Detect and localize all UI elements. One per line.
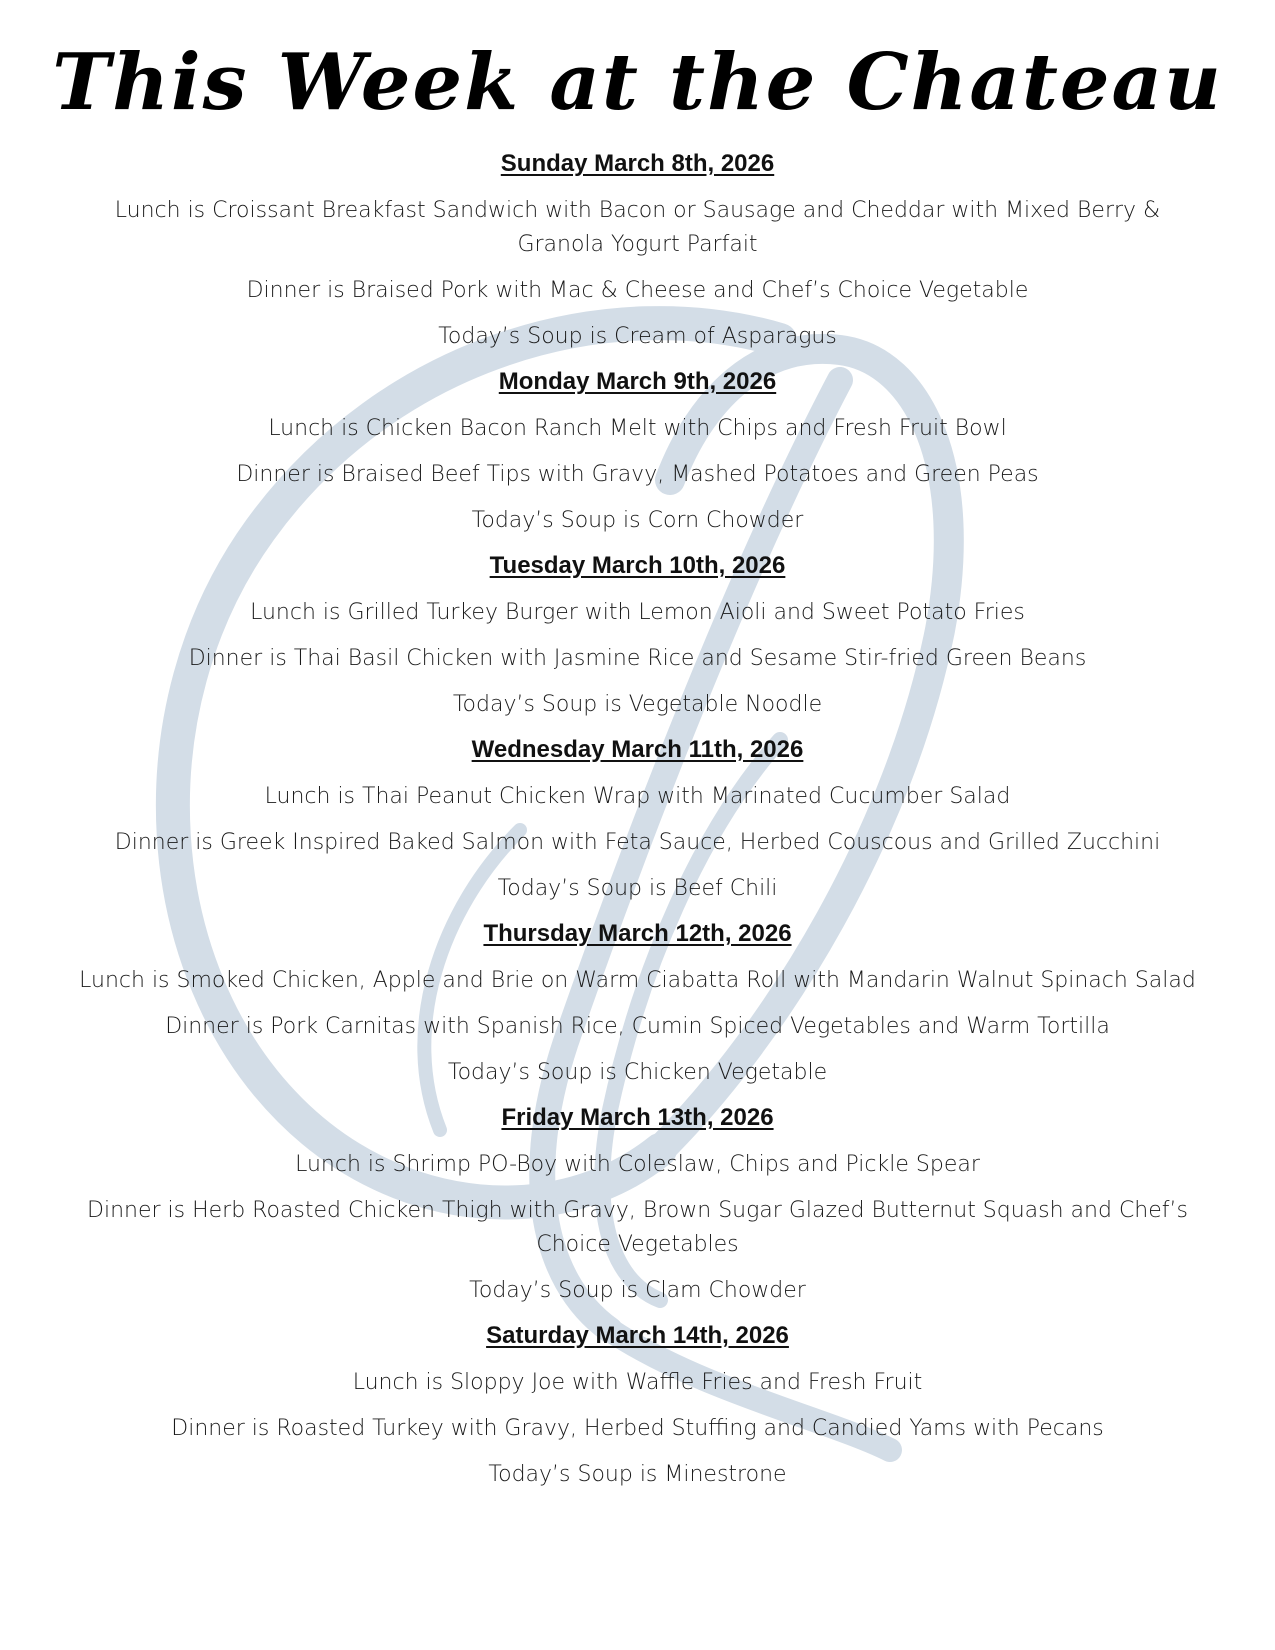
dinner-item: Dinner is Greek Inspired Baked Salmon with Feta Sauce, Herbed Couscous and Grilled Zucchini	[114, 830, 1161, 855]
dinner-item: Dinner is Thai Basil Chicken with Jasmine Rice and Sesame Stir-fried Green Beans	[188, 646, 1087, 671]
day-heading: Saturday March 14th, 2026	[486, 1322, 789, 1349]
dinner-item: Dinner is Herb Roasted Chicken Thigh with Gravy, Brown Sugar Glazed Butternut Squash and Chef’s Choice Vegetables	[87, 1198, 1188, 1257]
lunch-item: Lunch is Grilled Turkey Burger with Lemon Aioli and Sweet Potato Fries	[250, 600, 1025, 625]
lunch-item: Lunch is Shrimp PO-Boy with Coleslaw, Chips and Pickle Spear	[295, 1152, 980, 1177]
dinner-item: Dinner is Pork Carnitas with Spanish Rice, Cumin Spiced Vegetables and Warm Tortilla	[165, 1014, 1110, 1039]
page-title: This Week at the Chateau	[52, 37, 1223, 128]
lunch-item: Lunch is Smoked Chicken, Apple and Brie on Warm Ciabatta Roll with Mandarin Walnut Spinach Salad	[79, 968, 1196, 993]
day-section-tuesday	[70, 550, 1205, 722]
day-heading: Tuesday March 10th, 2026	[489, 552, 786, 579]
day-heading: Sunday March 8th, 2026	[500, 150, 775, 177]
soup-item: Today’s Soup is Vegetable Noodle	[452, 692, 823, 717]
soup-item: Today’s Soup is Corn Chowder	[471, 508, 804, 533]
day-heading: Wednesday March 11th, 2026	[471, 736, 804, 763]
lunch-item: Lunch is Chicken Bacon Ranch Melt with Chips and Fresh Fruit Bowl	[268, 416, 1007, 441]
lunch-item: Lunch is Sloppy Joe with Waffle Fries and Fresh Fruit	[352, 1370, 923, 1395]
dinner-item: Dinner is Braised Pork with Mac & Cheese and Chef’s Choice Vegetable	[246, 278, 1029, 303]
lunch-item: Lunch is Thai Peanut Chicken Wrap with Marinated Cucumber Salad	[264, 784, 1011, 809]
soup-item: Today’s Soup is Chicken Vegetable	[447, 1060, 828, 1085]
day-section-wednesday	[70, 734, 1205, 906]
day-section-saturday	[70, 1320, 1205, 1492]
soup-item: Today’s Soup is Cream of Asparagus	[438, 324, 837, 349]
day-heading: Monday March 9th, 2026	[498, 368, 777, 395]
dinner-item: Dinner is Braised Beef Tips with Gravy, Mashed Potatoes and Green Peas	[236, 462, 1039, 487]
soup-item: Today’s Soup is Beef Chili	[497, 876, 778, 901]
weekly-menu	[70, 148, 1205, 1504]
day-section-monday	[70, 366, 1205, 538]
dinner-item: Dinner is Roasted Turkey with Gravy, Herbed Stuffing and Candied Yams with Pecans	[171, 1416, 1104, 1441]
day-section-friday	[70, 1102, 1205, 1308]
lunch-item: Lunch is Croissant Breakfast Sandwich with Bacon or Sausage and Cheddar with Mixed Berry & Granola Yogurt Parfait	[114, 198, 1161, 257]
soup-item: Today’s Soup is Minestrone	[488, 1462, 787, 1487]
day-section-sunday	[70, 148, 1205, 354]
day-heading: Friday March 13th, 2026	[501, 1104, 774, 1131]
soup-item: Today’s Soup is Clam Chowder	[469, 1278, 806, 1303]
day-heading: Thursday March 12th, 2026	[483, 920, 792, 947]
day-section-thursday	[70, 918, 1205, 1090]
